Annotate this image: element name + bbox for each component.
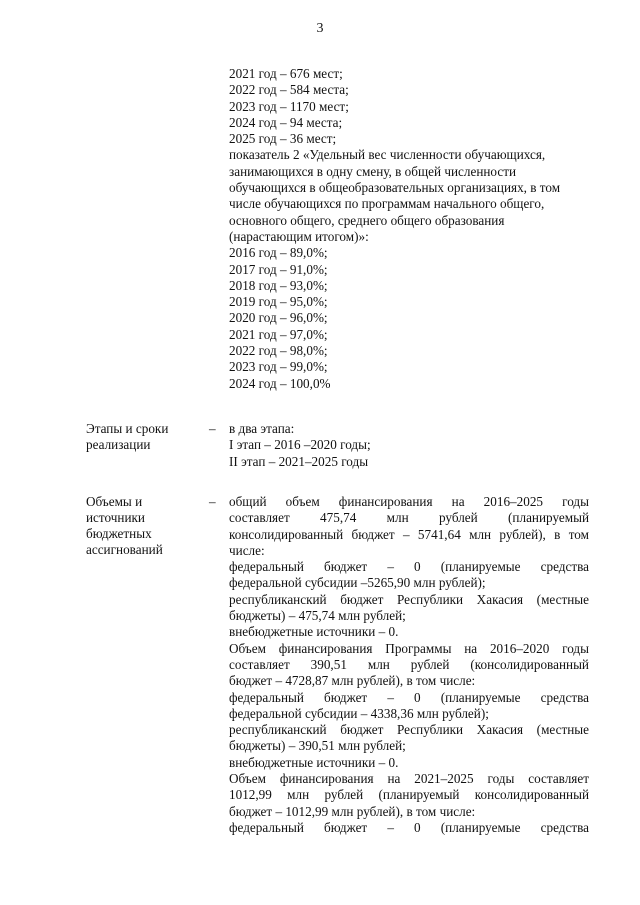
stages-line: II этап – 2021–2025 годы — [229, 453, 369, 469]
stages-label — [86, 421, 206, 453]
text-line: 2022 год – 98,0%; — [229, 343, 328, 359]
stages-line: в два этапа: — [229, 421, 295, 436]
text-line: 2024 год – 100,0% — [229, 375, 331, 391]
text-line: обучающихся в общеобразовательных организациях, в том — [229, 180, 561, 196]
funding-line: бюджеты) – 390,51 млн рублей; — [229, 738, 406, 754]
funding-line: федеральный бюджет – 0 (планируемые средства — [229, 819, 589, 835]
funding-line: федеральной субсидии –5265,90 млн рублей); — [229, 575, 486, 591]
funding-line: федеральный бюджет – 0 (планируемые средства — [229, 559, 589, 575]
funding-label-line: Объемы и — [86, 494, 143, 509]
funding-line: составляет 475,74 млн рублей (планируемый — [229, 510, 589, 526]
funding-line: 1012,99 млн рублей (планируемый консолидированный — [229, 787, 589, 803]
text-line: 2018 год – 93,0%; — [229, 277, 328, 293]
funding-line: республиканский бюджет Республики Хакасия (местные — [229, 722, 589, 738]
stages-dash: – — [209, 421, 216, 436]
funding-line: внебюджетные источники – 0. — [229, 624, 399, 640]
funding-label-line: ассигнований — [86, 542, 163, 557]
text-line: 2023 год – 99,0%; — [229, 359, 328, 375]
text-line: занимающихся в одну смену, в общей численности — [229, 163, 517, 179]
text-line: 2023 год – 1170 мест; — [229, 98, 349, 114]
text-line: 2017 год – 91,0%; — [229, 261, 328, 277]
text-line: 2021 год – 97,0%; — [229, 326, 328, 342]
text-line: 2020 год – 96,0%; — [229, 310, 328, 326]
funding-line: Объем финансирования на 2021–2025 годы составляет — [229, 771, 589, 787]
funding-line: республиканский бюджет Республики Хакасия (местные — [229, 591, 589, 607]
stages-label-line: Этапы и сроки — [86, 421, 169, 436]
funding-label — [86, 494, 206, 558]
funding-line: внебюджетные источники – 0. — [229, 754, 399, 770]
funding-line: составляет 390,51 млн рублей (консолидированный — [229, 656, 589, 672]
funding-label-line: источники — [86, 510, 145, 525]
stages-text — [229, 421, 589, 470]
funding-line: общий объем финансирования на 2016–2025 годы — [229, 494, 589, 509]
funding-line: консолидированный бюджет – 5741,64 млн рублей), в том — [229, 526, 589, 542]
stages-label-line: реализации — [86, 437, 151, 452]
funding-line: федеральной субсидии – 4338,36 млн рублей); — [229, 705, 489, 721]
text-line: 2019 год – 95,0%; — [229, 294, 328, 310]
funding-text — [229, 494, 589, 836]
funding-line: бюджет – 1012,99 млн рублей), в том числе: — [229, 803, 476, 819]
funding-line: бюджеты) – 475,74 млн рублей; — [229, 608, 406, 624]
text-line: основного общего, среднего общего образования — [229, 212, 505, 228]
text-line: 2021 год – 676 мест; — [229, 66, 343, 81]
funding-line: бюджет – 4728,87 млн рублей), в том числе: — [229, 673, 476, 689]
text-line: (нарастающим итогом)»: — [229, 228, 369, 244]
funding-dash: – — [209, 494, 216, 509]
text-line: 2022 год – 584 места; — [229, 82, 349, 98]
text-line: числе обучающихся по программам начального общего, — [229, 196, 545, 212]
text-line: 2016 год – 89,0%; — [229, 245, 328, 261]
funding-label-line: бюджетных — [86, 526, 152, 541]
stages-line: I этап – 2016 –2020 годы; — [229, 437, 371, 453]
text-line: 2025 год – 36 мест; — [229, 131, 337, 147]
funding-line: федеральный бюджет – 0 (планируемые средства — [229, 689, 589, 705]
page-number: 3 — [316, 21, 324, 36]
text-line: показатель 2 «Удельный вес численности обучающихся, — [229, 147, 546, 163]
targets-continuation-text — [229, 66, 589, 392]
funding-line: Объем финансирования Программы на 2016–2020 годы — [229, 640, 589, 656]
funding-line: числе: — [229, 542, 265, 558]
text-line: 2024 год – 94 места; — [229, 114, 343, 130]
